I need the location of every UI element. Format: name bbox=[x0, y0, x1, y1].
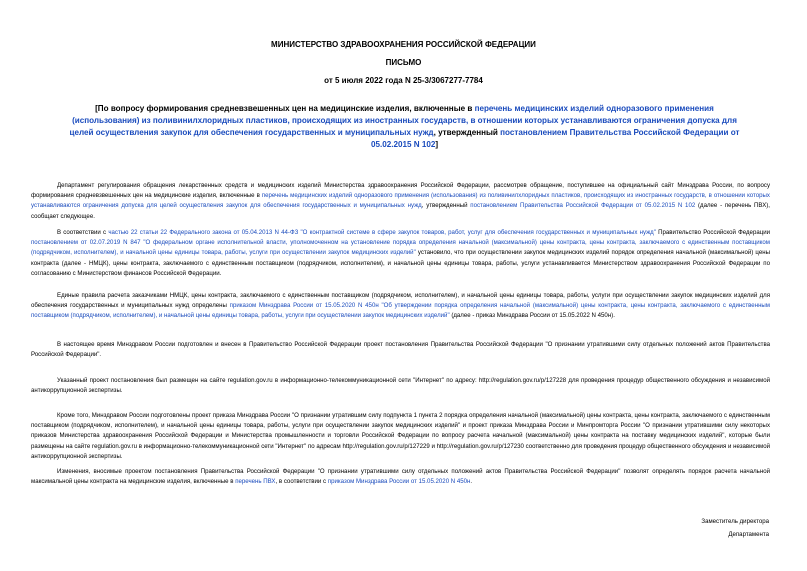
document-title bbox=[62, 103, 747, 151]
p7-text-1: Изменения, вносимые проектом постановления Правительства Российской Федерации "О признании утратившими силу отдельных положений актов Правительства Российской Федерации" позволят определять порядок расчета начальной максимальной цены контракта на медицинские изделия, включенные в bbox=[31, 468, 770, 486]
document-date-number: от 5 июля 2022 года N 25-3/3067277-7784 bbox=[324, 76, 483, 85]
paragraph-7 bbox=[31, 467, 770, 487]
p1-link-pvc-list[interactable]: перечень медицинских изделий одноразового применения (использования) из поливинилхлоридных пластиков, происходящих из иностранных государств, в отношении которых устанавливаются ограничения допуска для целей осуществления закупок для обеспечения государственных и муниципальных нужд bbox=[31, 192, 770, 210]
p2-link-resolution-847[interactable]: постановлением от 02.07.2019 N 847 "О федеральном органе исполнительной власти, уполномоченном на установление порядка определения начальной (максимальной) цены контракта, цены контракта, заключаемого с единственным поставщиком (подрядчиком, исполнителем), и начальной цены единицы товара, работы, услуги при осуществлении закупок медицинских изделий" bbox=[31, 239, 770, 257]
title-text-2: , утвержденный bbox=[433, 128, 501, 137]
p1-text-2: , утвержденный bbox=[421, 202, 471, 210]
p7-text-2: , в соответствии с bbox=[275, 478, 328, 486]
p1-text-3: (далее - перечень ПВХ), сообщает следующее. bbox=[31, 202, 770, 220]
paragraph-5: Указанный проект постановления был размещен на сайте regulation.gov.ru в информационно-телекоммуникационной сети "Интернет" по адресу: http://regulation.gov.ru/p/127228 для проведения процедур общественного обсуждения и независимой антикоррупционной экспертизы. bbox=[31, 377, 770, 395]
ministry-name: МИНИСТЕРСТВО ЗДРАВООХРАНЕНИЯ РОССИЙСКОЙ ФЕДЕРАЦИИ bbox=[271, 40, 536, 49]
paragraph-2 bbox=[31, 228, 770, 279]
p2-link-federal-law[interactable]: частью 22 статьи 22 Федерального закона от 05.04.2013 N 44-ФЗ "О контрактной системе в сфере закупок товаров, работ, услуг для обеспечения государственных и муниципальных нужд" bbox=[108, 229, 656, 236]
p7-text-3: . bbox=[470, 478, 473, 486]
paragraph-1 bbox=[31, 181, 770, 222]
p7-link-pvc-list[interactable]: перечень ПВХ bbox=[235, 478, 276, 486]
signature-department: Департамента bbox=[728, 531, 769, 538]
p2-text-1: В соответствии с bbox=[57, 229, 109, 236]
title-link-resolution[interactable]: постановлением Правительства Российской Федерации от 05.02.2015 N 102 bbox=[370, 128, 740, 149]
paragraph-4: В настоящее время Минздравом России подготовлен и внесен в Правительство Российской Федерации проект постановления Правительства Российской Федерации "О признании утратившими силу отдельных положений актов Правительства Российской Федерации". bbox=[31, 341, 770, 359]
p3-text-1: Единые правила расчета заказчиками НМЦК, цены контракта, заключаемого с единственным поставщиком (подрядчиком, исполнителем), и начальной цены единицы товара, работы, услуги при осуществлении закупок медицинских изделий для обеспечения государственных и муниципальных нужд определены bbox=[31, 292, 770, 310]
p1-text-1: Департамент регулирования обращения лекарственных средств и медицинских изделий Министерства здравоохранения Российской Федерации, рассмотрев обращение, поступившее на официальный сайт Минздрава России, по вопросу формирования средневзвешенных цен на медицинские изделия, включенные в bbox=[31, 182, 770, 200]
p1-link-resolution[interactable]: постановлением Правительства Российской Федерации от 05.02.2015 N 102 bbox=[470, 202, 696, 210]
p2-text-2: Правительство Российской Федерации bbox=[655, 229, 771, 236]
p2-text-3: установило, что при осуществлении закупок медицинских изделий порядок определения начальной (максимальной) цены контракта (далее - НМЦК), цены контракта, заключаемого с единственным поставщиком (подрядчиком, исполнителем), и начальной цены единицы товара, работы, услуги устанавливается Министерством здравоохранения Российской Федерации по согласованию с Министерством финансов Российской Федерации. bbox=[31, 249, 770, 277]
p7-link-order-450n[interactable]: приказом Минздрава России от 15.05.2020 N 450н bbox=[327, 478, 471, 486]
title-link-pvc-list[interactable]: перечень медицинских изделий одноразового применения (использования) из поливинилхлоридных пластиков, происходящих из иностранных государств, в отношении которых устанавливаются ограничения допуска для целей осуществления закупок для обеспечения государственных и муниципальных нужд bbox=[69, 104, 737, 137]
paragraph-3 bbox=[31, 291, 770, 322]
p3-link-order-450n[interactable]: приказом Минздрава России от 15.05.2020 N 450н "Об утверждении порядка определения начальной (максимальной) цены контракта, цены контракта, заключаемого с единственным поставщиком (подрядчиком, исполнителем), и начальной цены единицы товара, работы, услуги при осуществлении закупок медицинских изделий" bbox=[31, 302, 770, 320]
document-type: ПИСЬМО bbox=[385, 58, 422, 67]
signature-position: Заместитель директора bbox=[701, 518, 769, 525]
title-text-1: [По вопросу формирования средневзвешенных цен на медицинские изделия, включенные в bbox=[95, 104, 475, 113]
title-text-3: ] bbox=[435, 140, 439, 149]
paragraph-6: Кроме того, Минздравом России подготовлены проект приказа Минздрава России "О признании утратившим силу подпункта 1 пункта 2 порядка определения начальной (максимальной) цены контракта, цены контракта, заключаемого с единственным поставщиком (подрядчиком, исполнителем), и начальной цены единицы товара, работы, услуги при осуществлении закупок медицинских изделий" и проект приказа Минздрава России и Минпромторга России "О признании утратившими силу некоторых приказов Министерства здравоохранения Российской Федерации и Министерства промышленности и торговли Российской Федерации по вопросу расчета начальной (максимальной) цены контракта на поставку медицинских изделий", которые были размещены на сайте regulation.gov.ru в информационно-телекоммуникационной сети "Интернет" по адресам http://regulation.gov.ru/p/127229 и http://regulation.gov.ru/p/127230 соответственно для проведения процедур общественного обсуждения и независимой антикоррупционной экспертизы. bbox=[31, 412, 770, 460]
p3-text-2: (далее - приказ Минздрава России от 15.05.2022 N 450н). bbox=[449, 312, 615, 320]
